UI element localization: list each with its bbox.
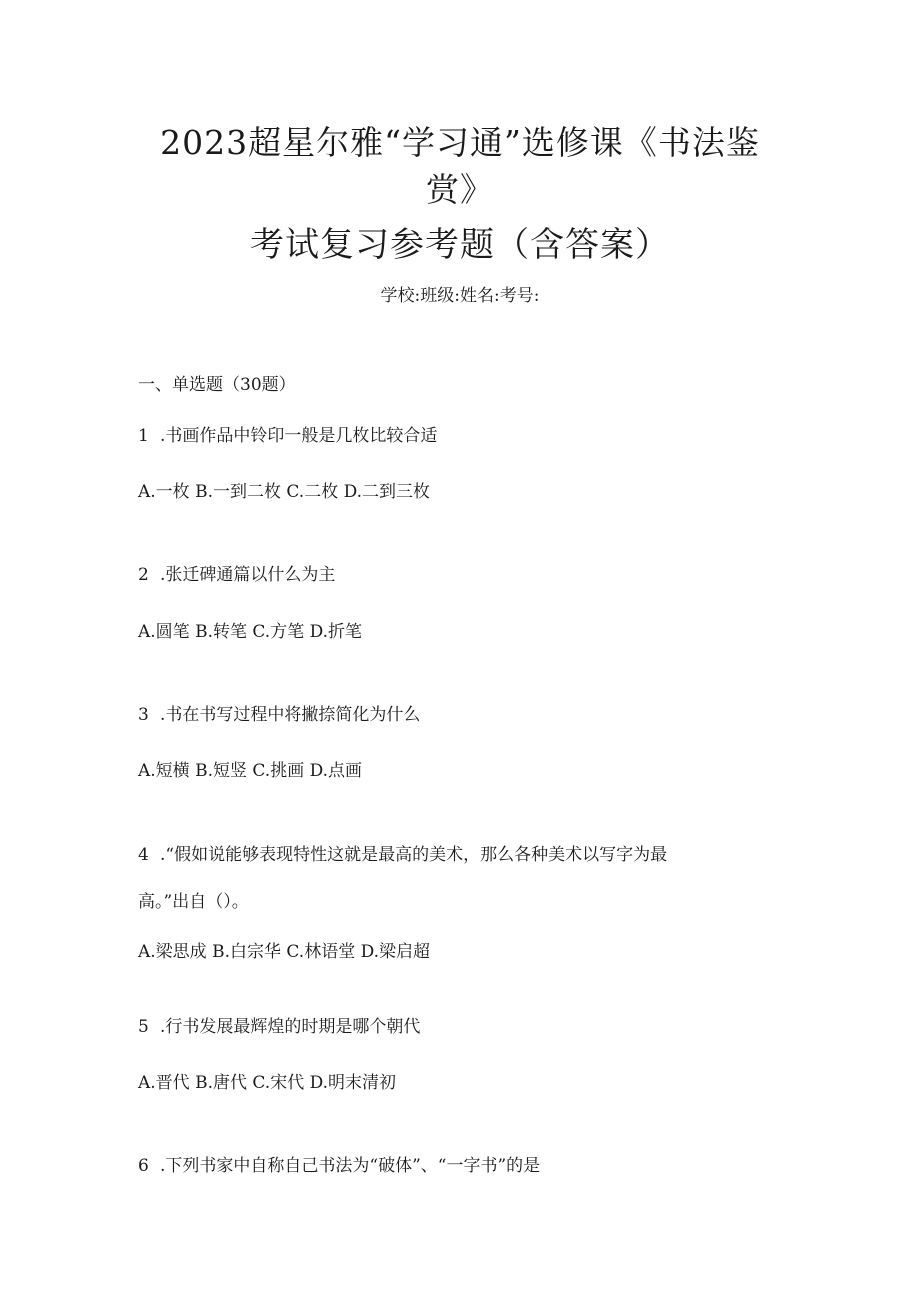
question-1-options: A.一枚 B.一到二枚 C.二枚 D.二到三枚 <box>138 482 431 502</box>
document-title-line-1: 2023超星尔雅“学习通”选修课《书法鉴 <box>160 123 760 162</box>
question-4-options: A.梁思成 B.白宗华 C.林语堂 D.梁启超 <box>138 942 431 962</box>
document-title-line-3: 考试复习参考题（含答案） <box>250 225 670 265</box>
question-number: 1 <box>138 426 149 446</box>
question-1 <box>138 424 437 448</box>
question-3-options: A.短横 B.短竖 C.挑画 D.点画 <box>138 761 363 781</box>
question-4-text-continued: 高。”出自（）。 <box>138 892 249 912</box>
question-text: .下列书家中自称自己书法为“破体”、“一字书”的是 <box>160 1156 541 1176</box>
question-3 <box>138 703 420 727</box>
question-5-options: A.晋代 B.唐代 C.宋代 D.明末清初 <box>138 1073 397 1093</box>
student-info-line: 学校:班级:姓名:考号: <box>380 286 540 306</box>
question-5 <box>138 1015 420 1039</box>
question-2 <box>138 563 335 587</box>
question-text: .“假如说能够表现特性这就是最高的美术，那么各种美术以写字为最 <box>160 845 668 865</box>
question-text: .书在书写过程中将撇捺简化为什么 <box>160 705 421 725</box>
question-number: 5 <box>138 1017 149 1037</box>
question-2-options: A.圆笔 B.转笔 C.方笔 D.折笔 <box>138 622 363 642</box>
section-heading: 一、单选题（30题） <box>138 375 296 395</box>
question-text: .书画作品中铃印一般是几枚比较合适 <box>160 426 438 446</box>
question-number: 3 <box>138 705 149 725</box>
question-number: 4 <box>138 845 149 865</box>
question-text: .张迁碑通篇以什么为主 <box>160 565 336 585</box>
question-text: .行书发展最辉煌的时期是哪个朝代 <box>160 1017 421 1037</box>
document-title-line-2: 赏》 <box>426 170 494 209</box>
question-number: 2 <box>138 565 149 585</box>
question-4 <box>138 843 667 867</box>
question-number: 6 <box>138 1156 149 1176</box>
question-6 <box>138 1154 540 1178</box>
